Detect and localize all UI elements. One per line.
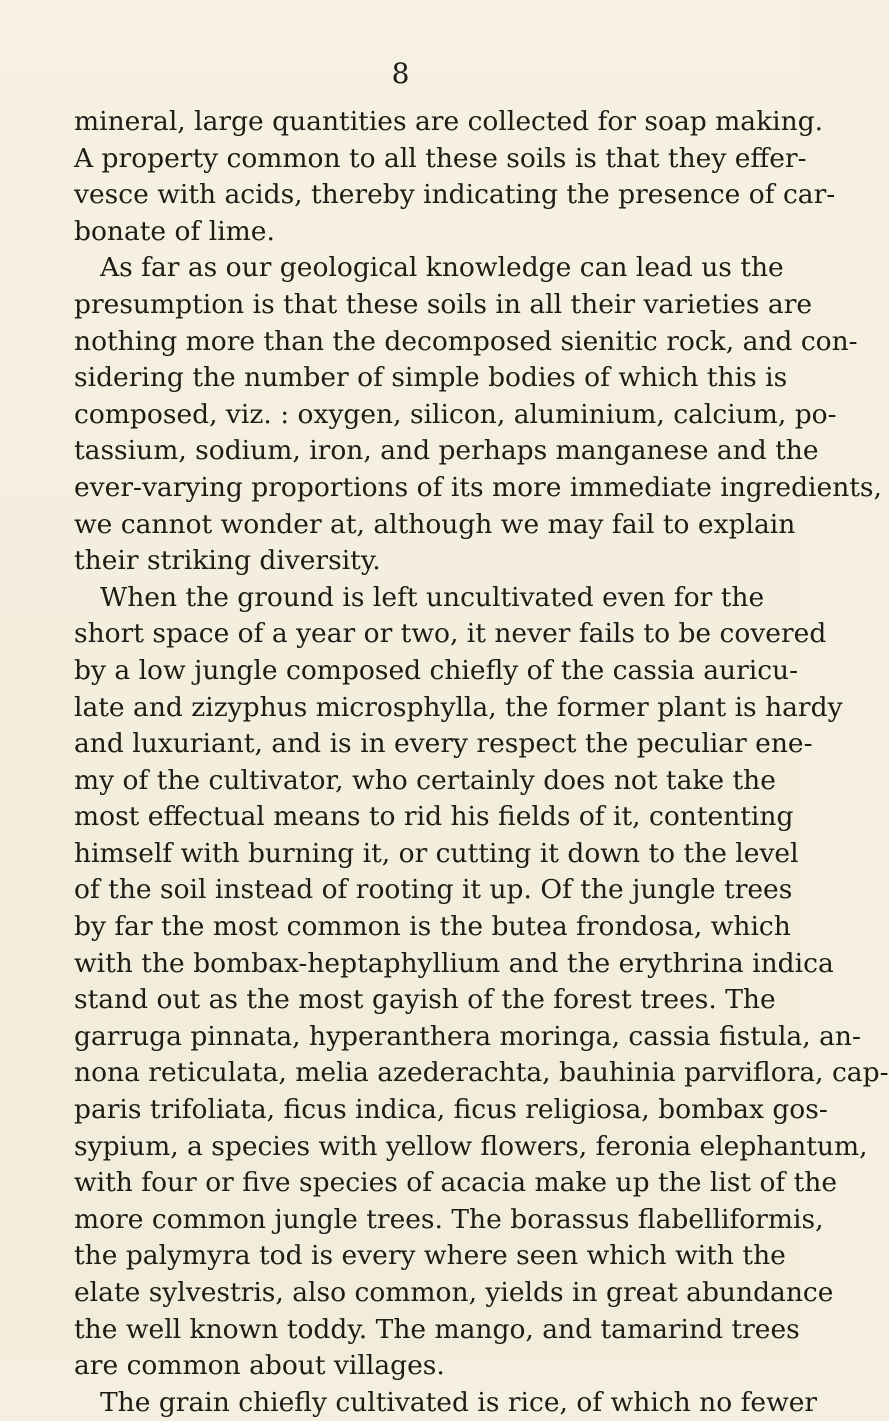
text-line: with four or five species of acacia make up the list of the: [74, 1167, 838, 1199]
text-line: vesce with acids, thereby indicating the presence of car-: [74, 179, 836, 211]
text-line: The grain chiefly cultivated is rice, of which no fewer: [100, 1386, 818, 1418]
text-line: nona reticulata, melia azederachta, bauhinia parviflora, cap-: [74, 1057, 889, 1089]
text-line: nothing more than the decomposed sienitic rock, and con-: [74, 325, 858, 357]
text-line: by far the most common is the butea frondosa, which: [74, 911, 791, 943]
text-line: paris trifoliata, ficus indica, ficus religiosa, bombax gos-: [74, 1094, 828, 1126]
page-number: 8: [391, 57, 410, 90]
text-line: mineral, large quantities are collected for soap making.: [74, 106, 824, 137]
text-line: sidering the number of simple bodies of which this is: [74, 362, 788, 394]
text-line: As far as our geological knowledge can lead us the: [100, 252, 784, 284]
text-line: more common jungle trees. The borassus flabelliformis,: [74, 1203, 824, 1235]
text-line: are common about villages.: [74, 1350, 445, 1382]
text-line: their striking diversity.: [74, 545, 381, 577]
text-line: composed, viz. : oxygen, silicon, aluminium, calcium, po-: [74, 398, 837, 430]
body-text: [74, 104, 889, 1421]
text-line: and luxuriant, and is in every respect the peculiar ene-: [74, 728, 813, 760]
text-line: most effectual means to rid his fields of it, contenting: [74, 801, 794, 833]
text-line: bonate of lime.: [74, 215, 275, 247]
text-line: elate sylvestris, also common, yields in great abundance: [74, 1277, 834, 1308]
text-line: of the soil instead of rooting it up. Of the jungle trees: [74, 874, 793, 906]
text-line: himself with burning it, or cutting it down to the level: [74, 837, 799, 869]
text-line: tassium, sodium, iron, and perhaps manganese and the: [74, 435, 819, 467]
text-line: presumption is that these soils in all their varieties are: [74, 288, 813, 320]
text-line: A property common to all these soils is that they effer-: [74, 142, 807, 174]
text-line: sypium, a species with yellow flowers, feronia elephantum,: [74, 1130, 868, 1162]
text-line: stand out as the most gayish of the forest trees. The: [74, 984, 776, 1016]
text-line: the palymyra tod is every where seen which with the: [74, 1240, 786, 1272]
text-line: late and zizyphus microsphylla, the former plant is hardy: [74, 691, 843, 723]
text-line: ever-varying proportions of its more immediate ingredients,: [74, 471, 882, 503]
text-line: When the ground is left uncultivated even for the: [100, 581, 765, 613]
text-line: the well known toddy. The mango, and tamarind trees: [74, 1313, 800, 1345]
text-line: my of the cultivator, who certainly does not take the: [74, 764, 776, 796]
text-line: short space of a year or two, it never fails to be covered: [74, 618, 827, 650]
text-line: garruga pinnata, hyperanthera moringa, cassia fistula, an-: [74, 1020, 861, 1052]
text-line: by a low jungle composed chiefly of the cassia auricu-: [74, 654, 799, 686]
text-line: we cannot wonder at, although we may fail to explain: [74, 508, 796, 540]
text-line: with the bombax-heptaphyllium and the erythrina indica: [74, 947, 834, 979]
